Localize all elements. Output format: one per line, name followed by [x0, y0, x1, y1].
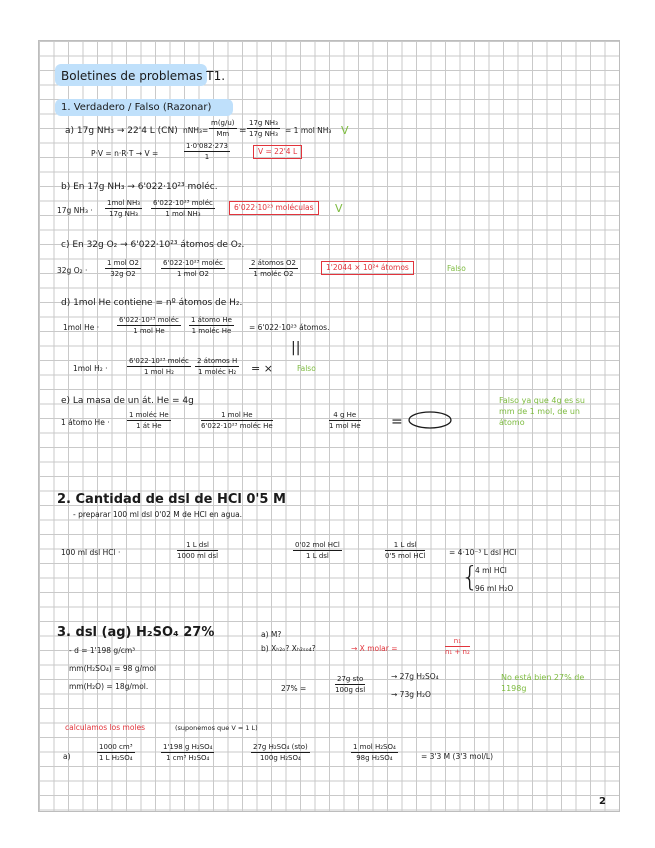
p1e-frac3: 4 g He 1 mol He [329, 411, 361, 430]
p3-xmolar: → X molar = [351, 644, 398, 653]
p1a-boxed-answer: V = 22'4 L [253, 145, 302, 159]
p1d-frac1: 6'022·10²³ moléc 1 mol He [119, 316, 179, 335]
problem-2-heading: 2. Cantidad de dsl de HCl 0'5 M [57, 492, 286, 507]
p1e-line1: e) La masa de un át. He = 4g [61, 396, 194, 406]
p1d-frac4: 2 átomos H 1 moléc H₂ [197, 357, 238, 376]
p1b-frac2: 6'022·10²³ moléc 1 mol NH₃ [153, 199, 213, 218]
p1a-line1: a) 17g NH₃ → 22'4 L (CN) [65, 126, 178, 136]
p3-mm-h2o: mm(H₂O) = 18g/mol. [69, 682, 149, 691]
p2-frac2: 0'02 mol HCl 1 L dsl [295, 541, 340, 560]
p1c-line1: c) En 32g O₂ → 6'022·10²³ átomos de O₂. [61, 240, 245, 250]
p1d-start1: 1mol He · [63, 323, 100, 332]
p1a-line2: P·V = n·R·T → V = [91, 149, 159, 158]
p2-start: 100 ml dsl HCl · [61, 548, 121, 557]
p3-question-a: a) M? [261, 630, 282, 639]
p1c-boxed-answer: 1'2044 × 10²⁴ átomos [321, 261, 414, 275]
p1e-frac2: 1 mol He 6'022·10²³ moléc He [201, 411, 273, 430]
p1a-frac-nh3: $\frac{\text{17g NH₃}}{\text{17g NH₃}}$ [249, 119, 278, 138]
p3-a-label: a) [63, 752, 71, 761]
p1e-note: Falso ya que 4g es su mm de 1 mol, de un átomo [499, 396, 585, 427]
p1a-frac-volume: $\frac{1\cdot 0'082\cdot 273}{1}$ [186, 142, 229, 161]
page-title: Boletines de problemas T1. [61, 69, 226, 83]
p3-calc-label: calculamos los moles [65, 723, 146, 732]
page-number: 2 [599, 796, 606, 807]
p1c-frac2: 6'022·10²³ moléc 1 mol O2 [163, 259, 223, 278]
p1e-equals: = [391, 414, 403, 430]
p2-frac1: 1 L dsl 1000 ml dsl [177, 541, 219, 560]
p1a-check: V [341, 124, 349, 137]
p3-frac1: $\frac{\text{1000 cm³}}{\text{1 L H₂SO₄}}$ [98, 743, 133, 762]
p3-density: - d = 1'198 g/cm³ [69, 646, 136, 655]
p3-calc-assumption: (suponemos que V = 1 L) [175, 724, 258, 732]
p2-result: = 4·10⁻³ L dsl HCl [449, 548, 517, 557]
p3-percent: 27% = [281, 684, 307, 693]
p1b-frac1: 1mol NH₃ 17g NH₃ [107, 199, 141, 218]
problem-3-heading: 3. dsl (ag) H₂SO₄ 27% [57, 625, 215, 640]
p3-result: = 3'3 M (3'3 mol/L) [421, 752, 494, 761]
p3-mm-h2so4: mm(H₂SO₄) = 98 g/mol [69, 664, 157, 673]
grid-paper-page [38, 40, 620, 812]
p1d-result2: = × [251, 362, 273, 375]
problem-2-subtitle: - preparar 100 ml dsl 0'02 M de HCl en agua. [73, 510, 243, 519]
p2-brace: { [461, 560, 479, 593]
p1a-n-label: nNH₃= [183, 126, 209, 135]
p3-percent-frac: 27g sto 100g dsl [335, 675, 366, 694]
p1d-start2: 1mol H₂ · [73, 364, 108, 373]
p1b-boxed-answer: 6'022·10²³ moléculas [229, 201, 319, 215]
p1c-start: 32g O₂ · [57, 266, 88, 275]
p2-brace-line1: 4 ml HCl [475, 566, 507, 575]
p1c-frac1: 1 mol O2 32g O2 [107, 259, 139, 278]
p1c-check: Falso [447, 264, 466, 273]
p3-branch-1: → 27g H₂SO₄ [391, 672, 439, 681]
p1d-line1: d) 1mol He contiene = nº átomos de H₂. [61, 298, 243, 308]
p1b-check: V [335, 202, 343, 215]
p3-frac4: 1 mol H₂SO₄ 98g H₂SO₄ [353, 743, 396, 762]
p1d-not-equal-mark: || [291, 340, 301, 356]
p1a-equals: = [239, 126, 247, 136]
p2-frac3: 1 L dsl 0'5 mol HCl [385, 541, 426, 560]
p1b-line1: b) En 17g NH₃ → 6'022·10²³ moléc. [61, 182, 218, 192]
p1d-frac3: 6'022·10²³ moléc 1 mol H₂ [129, 357, 189, 376]
p3-branch-2: → 73g H₂O [391, 690, 431, 699]
p3-frac3: 27g H₂SO₄ (sto) 100g H₂SO₄ [253, 743, 308, 762]
p1a-frac-mass: $\frac{m(g/u)}{Mm}$ [211, 119, 235, 138]
p1b-start: 17g NH₃ · [57, 206, 93, 215]
p3-frac2: $\frac{\text{1'198 g H₂SO₄}}{\text{1 cm³ H₂SO₄}}$ [163, 743, 213, 762]
p2-brace-line2: 96 ml H₂O [475, 584, 514, 593]
p1e-frac1: 1 moléc He 1 át He [129, 411, 169, 430]
p1d-result1: = 6'022·10²³ átomos. [249, 323, 330, 332]
p3-note: No está bien 27% de 1198g [501, 673, 585, 693]
p1a-result: = 1 mol NH₃ [285, 126, 332, 135]
p1c-frac3: 2 átomos O2 1 moléc O2 [251, 259, 296, 278]
zero-circle-drawing [407, 407, 453, 433]
p3-question-b: b) Xₕ₂ₒ? Xₕ₂ₛₒ₄? [261, 644, 316, 653]
p1d-frac2: 1 átomo He 1 moléc He [191, 316, 232, 335]
p3-xmolar-frac: $\frac{\text{n₁}}{\text{n₁ + n₂}}$ [445, 637, 470, 656]
problem-1-heading: 1. Verdadero / Falso (Razonar) [61, 102, 212, 113]
p1e-start: 1 átomo He · [61, 418, 110, 427]
p1d-check: Falso [297, 364, 316, 373]
